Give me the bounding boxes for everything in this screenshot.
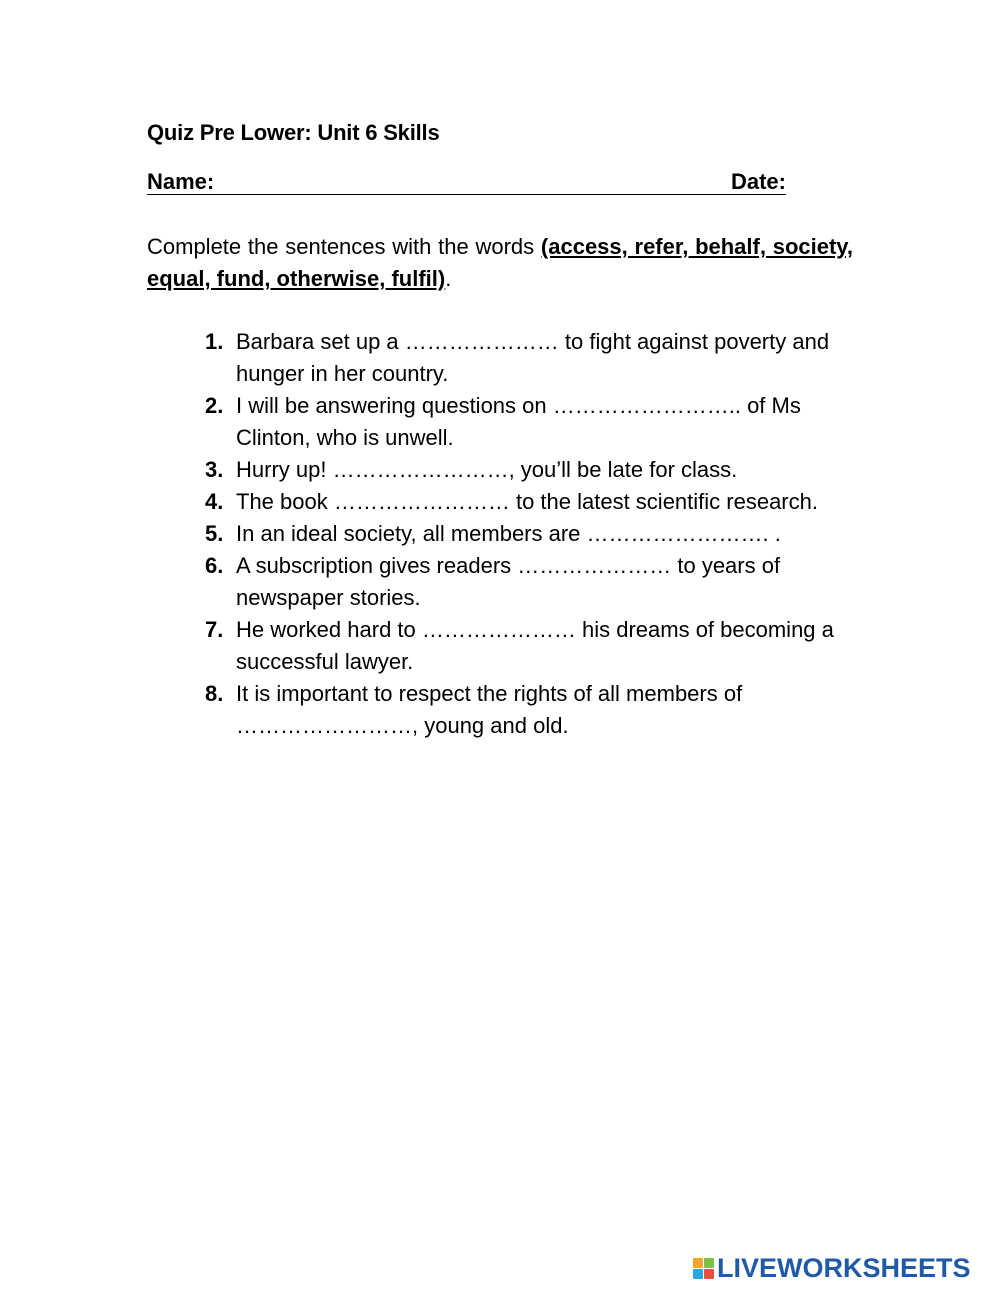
question-item [205,614,855,678]
liveworksheets-logo-icon [693,1258,714,1279]
liveworksheets-logo[interactable] [693,1252,971,1284]
logo-block-4 [704,1269,714,1279]
liveworksheets-brand: LIVEWORKSHEETS [717,1253,971,1283]
question-text: I will be answering questions on …………………….. of Ms Clinton, who is unwell. [236,393,801,450]
question-list [205,326,855,742]
question-text: A subscription gives readers ………………… to years of newspaper stories. [236,553,781,610]
word-bank: (access, refer, behalf, society, equal, fund, otherwise, fulfil) [147,234,854,291]
question-text: He worked hard to ………………… his dreams of becoming a successful lawyer. [236,617,834,674]
question-text: Barbara set up a ………………… to fight against poverty and hunger in her country. [236,329,830,386]
question-item [205,518,855,550]
logo-block-3 [693,1269,703,1279]
date-label: Date: [730,169,786,194]
question-number: 4. [205,489,224,514]
logo-block-2 [704,1258,714,1268]
question-number: 3. [205,457,224,482]
question-number: 2. [205,393,224,418]
question-number: 7. [205,617,224,642]
name-label: Name: [147,169,215,194]
question-text: The book …………………… to the latest scientific research. [236,489,818,514]
question-text: Hurry up! ……………………, you’ll be late for class. [236,457,738,482]
instruction-suffix: . [445,266,452,291]
question-item [205,486,855,518]
question-item [205,390,855,454]
worksheet-title: Quiz Pre Lower: Unit 6 Skills [147,120,440,145]
name-date-line [147,169,786,195]
question-item [205,454,855,486]
instructions [147,231,853,295]
question-item [205,550,855,614]
logo-block-1 [693,1258,703,1268]
question-item [205,326,855,390]
question-number: 6. [205,553,224,578]
question-number: 8. [205,681,224,706]
instruction-prefix: Complete the sentences with the words [147,234,541,259]
question-number: 1. [205,329,224,354]
question-item [205,678,855,742]
question-number: 5. [205,521,224,546]
question-text: It is important to respect the rights of all members of ……………………, young and old. [236,681,743,738]
question-text: In an ideal society, all members are ……………………. . [236,521,781,546]
